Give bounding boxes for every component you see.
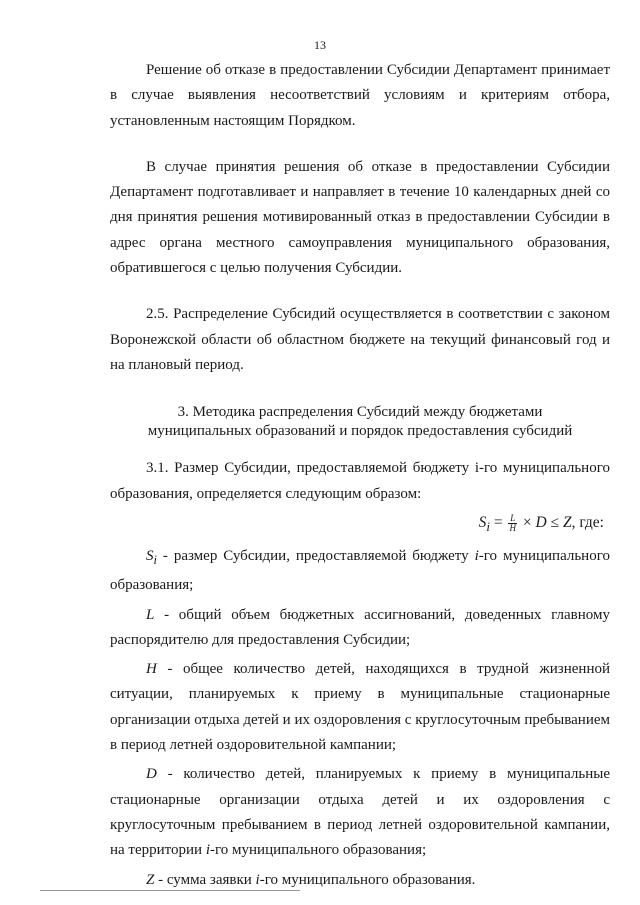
paragraph-2-5: 2.5. Распределение Субсидий осуществляется в соответствии с законом Воронежской области об областном бюджете на текущий финансовый год и на плановый период. (110, 306, 610, 373)
paragraph-refusal-decision: Решение об отказе в предоставлении Субсидии Департамент принимает в случае выявления несоответствий условиям и критериям отбора, установленным настоящим Порядком. (110, 62, 610, 129)
section-title-line-1: 3. Методика распределения Субсидий между бюджетами (177, 404, 543, 421)
formula-tail: , где: (571, 513, 604, 531)
section-title-line-2: муниципальных образований и порядок предоставления субсидий (147, 423, 573, 440)
formula-leq: ≤ (546, 513, 563, 531)
definition-d: D - количество детей, планируемых к приему в муниципальные стационарные организации отдыха детей и их оздоровления с круглосуточным пребыванием в период летней оздоровительной кампании, на территории i-го муниципального образования; (110, 766, 610, 859)
definition-s: $S_i$ - размер Субсидии, предоставляемой бюджету i-го муниципального образования; (110, 547, 610, 594)
formula-lhs: S (478, 513, 487, 531)
formula-numerator: L (510, 512, 516, 523)
formula-z: Z (562, 513, 572, 531)
subsidy-formula (110, 509, 610, 541)
footer-divider (40, 890, 300, 891)
document-body (110, 58, 610, 893)
definition-z: Z - сумма заявки i-го муниципального образования. (146, 871, 476, 888)
formula-d: D (535, 513, 547, 531)
definition-l: L - общий объем бюджетных ассигнований, доведенных главному распорядителю для предоставления Субсидии; (110, 606, 610, 648)
formula-lhs-subscript: i (486, 518, 490, 534)
paragraph-refusal-procedure: В случае принятия решения об отказе в предоставлении Субсидии Департамент подготавливает и направляет в течение 10 календарных дней со дня принятия решения мотивированный отказ в предоставлении Субсидии в адрес органа местного самоуправления муниципального образования, обратившегося с целью получения Субсидии. (110, 158, 610, 277)
definition-h: H - общее количество детей, находящихся в трудной жизненной ситуации, планируемых к приему в муниципальные стационарные организации отдыха детей и их оздоровления с круглосуточным пребыванием в период летней оздоровительной кампании; (110, 661, 610, 754)
page-number: 13 (314, 38, 326, 52)
section-3-title (110, 403, 610, 441)
paragraph-3-1: 3.1. Размер Субсидии, предоставляемой бюджету i-го муниципального образования, определяется следующим образом: (110, 460, 610, 502)
formula-denominator: H (509, 522, 516, 533)
formula-equals: = (489, 513, 507, 531)
formula-fraction (508, 514, 517, 533)
formula-times: × (518, 513, 536, 531)
